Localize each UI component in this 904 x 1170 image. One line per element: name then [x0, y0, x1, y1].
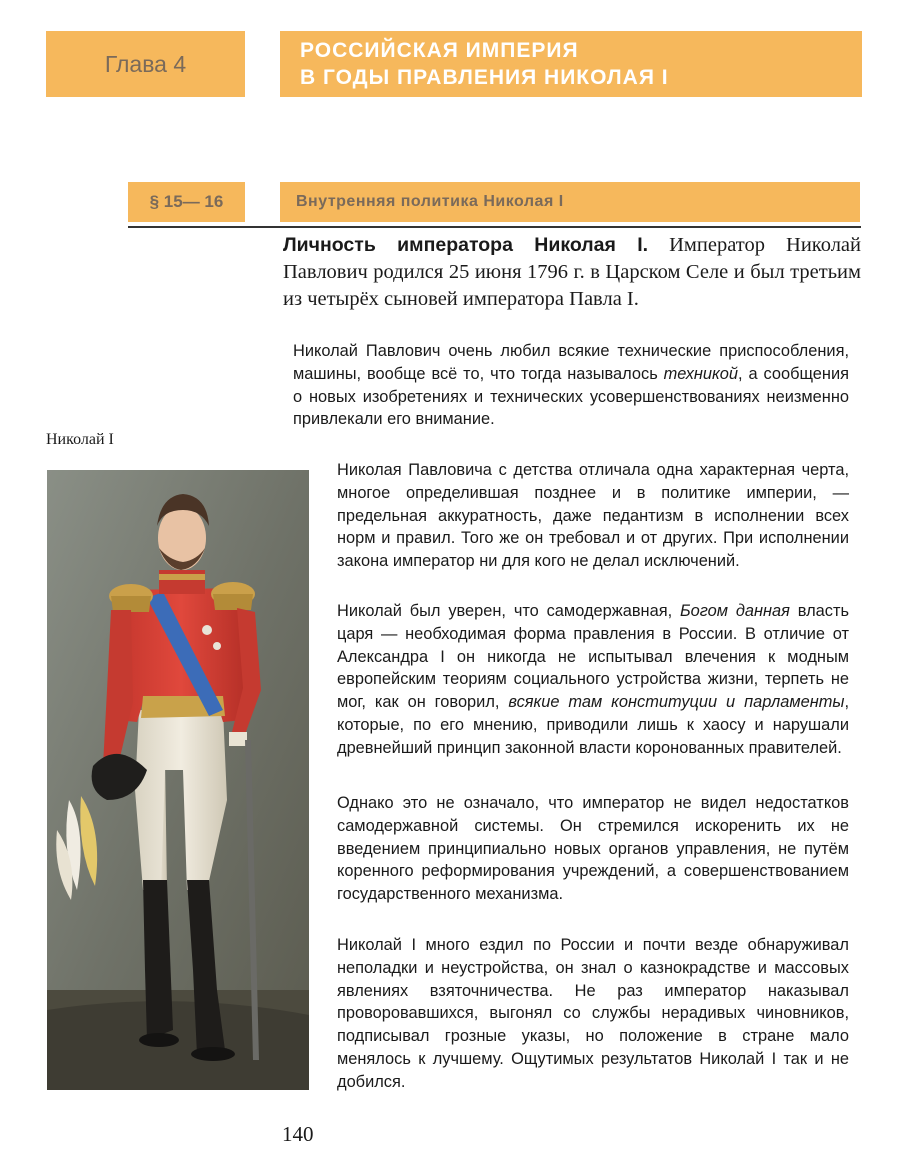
page-number: 140	[282, 1122, 314, 1146]
chapter-label: Глава 4	[104, 50, 187, 77]
paragraph-3-text-b: власть царя — необходимая форма правления в России. В отличие от Александра I он никогда не испытывал влечения к модным европейским теориям социального устройства жизни, терпеть не мог, как он говорил,	[337, 602, 849, 712]
paragraph-1-text-a: Николай Павлович очень любил всякие технические приспособления, машины, вообще всё то, что тогда называлось	[293, 342, 849, 383]
lead-paragraph	[283, 232, 861, 313]
paragraph-1	[293, 340, 849, 431]
chapter-title-line-2: В ГОДЫ ПРАВЛЕНИЯ НИКОЛАЯ I	[300, 66, 669, 89]
portrait-caption: Николай I	[46, 431, 114, 448]
section-title-box	[280, 182, 860, 222]
chapter-title-box	[280, 31, 862, 97]
paragraph-3-text-c: , которые, по его мнению, приводили лишь к хаосу и нарушали древнейший принцип законной власти коронованных правителей.	[337, 693, 849, 757]
section-number: § 15— 16	[149, 192, 224, 211]
chapter-title-line-1: РОССИЙСКАЯ ИМПЕРИЯ	[300, 39, 579, 62]
lead-text: Император Николай Павлович родился 25 июня 1796 г. в Царском Селе и был третьим из четырёх сыновей императора Павла I.	[283, 234, 862, 310]
paragraph-1-text-b: , а сообщения о новых изобретениях и технических усовершенствованиях неизменно привлекали его внимание.	[293, 364, 849, 429]
portrait-image	[47, 470, 309, 1090]
paragraph-5: Николай I много ездил по России и почти везде обнаруживал неполадки и неустройства, он знал о казнокрадстве и массовых явлениях взяточничества. Не раз император наказывал проворовавшихся, выгонял со службы нерадивых чиновников, подписывал грозные указы, но положение в стране мало менялось к лучшему. Ощутимых результатов Николай I так и не добился.	[337, 936, 849, 1091]
section-title: Внутренняя политика Николая I	[296, 193, 564, 210]
section-number-box	[128, 182, 245, 222]
chapter-label-box	[46, 31, 245, 97]
paragraph-3-emphasis-2: всякие там конституции и парламенты	[508, 693, 845, 712]
paragraph-1-emphasis: техникой	[663, 364, 739, 383]
paragraph-4: Однако это не означало, что император не видел недостатков самодержавной системы. Он стремился искоренить их не введением принципиально новых органов управления, не путём коренного реформирования учреждений, а совершенствованием государственного механизма.	[337, 794, 849, 904]
paragraph-3	[337, 600, 849, 760]
paragraph-3-emphasis-1: Богом данная	[679, 602, 790, 620]
lead-heading: Личность императора Николая I.	[283, 234, 649, 256]
paragraph-3-text-a: Николай был уверен, что самодержавная,	[337, 602, 680, 620]
section-divider	[128, 226, 861, 228]
paragraph-2: Николая Павловича с детства отличала одна характерная черта, многое определившая позднее и в политике империи, — предельная аккуратность, даже педантизм в исполнении всех норм и правил. Того же он требовал и от других. При исполнении закона император ни для кого не делал исключений.	[337, 461, 849, 571]
